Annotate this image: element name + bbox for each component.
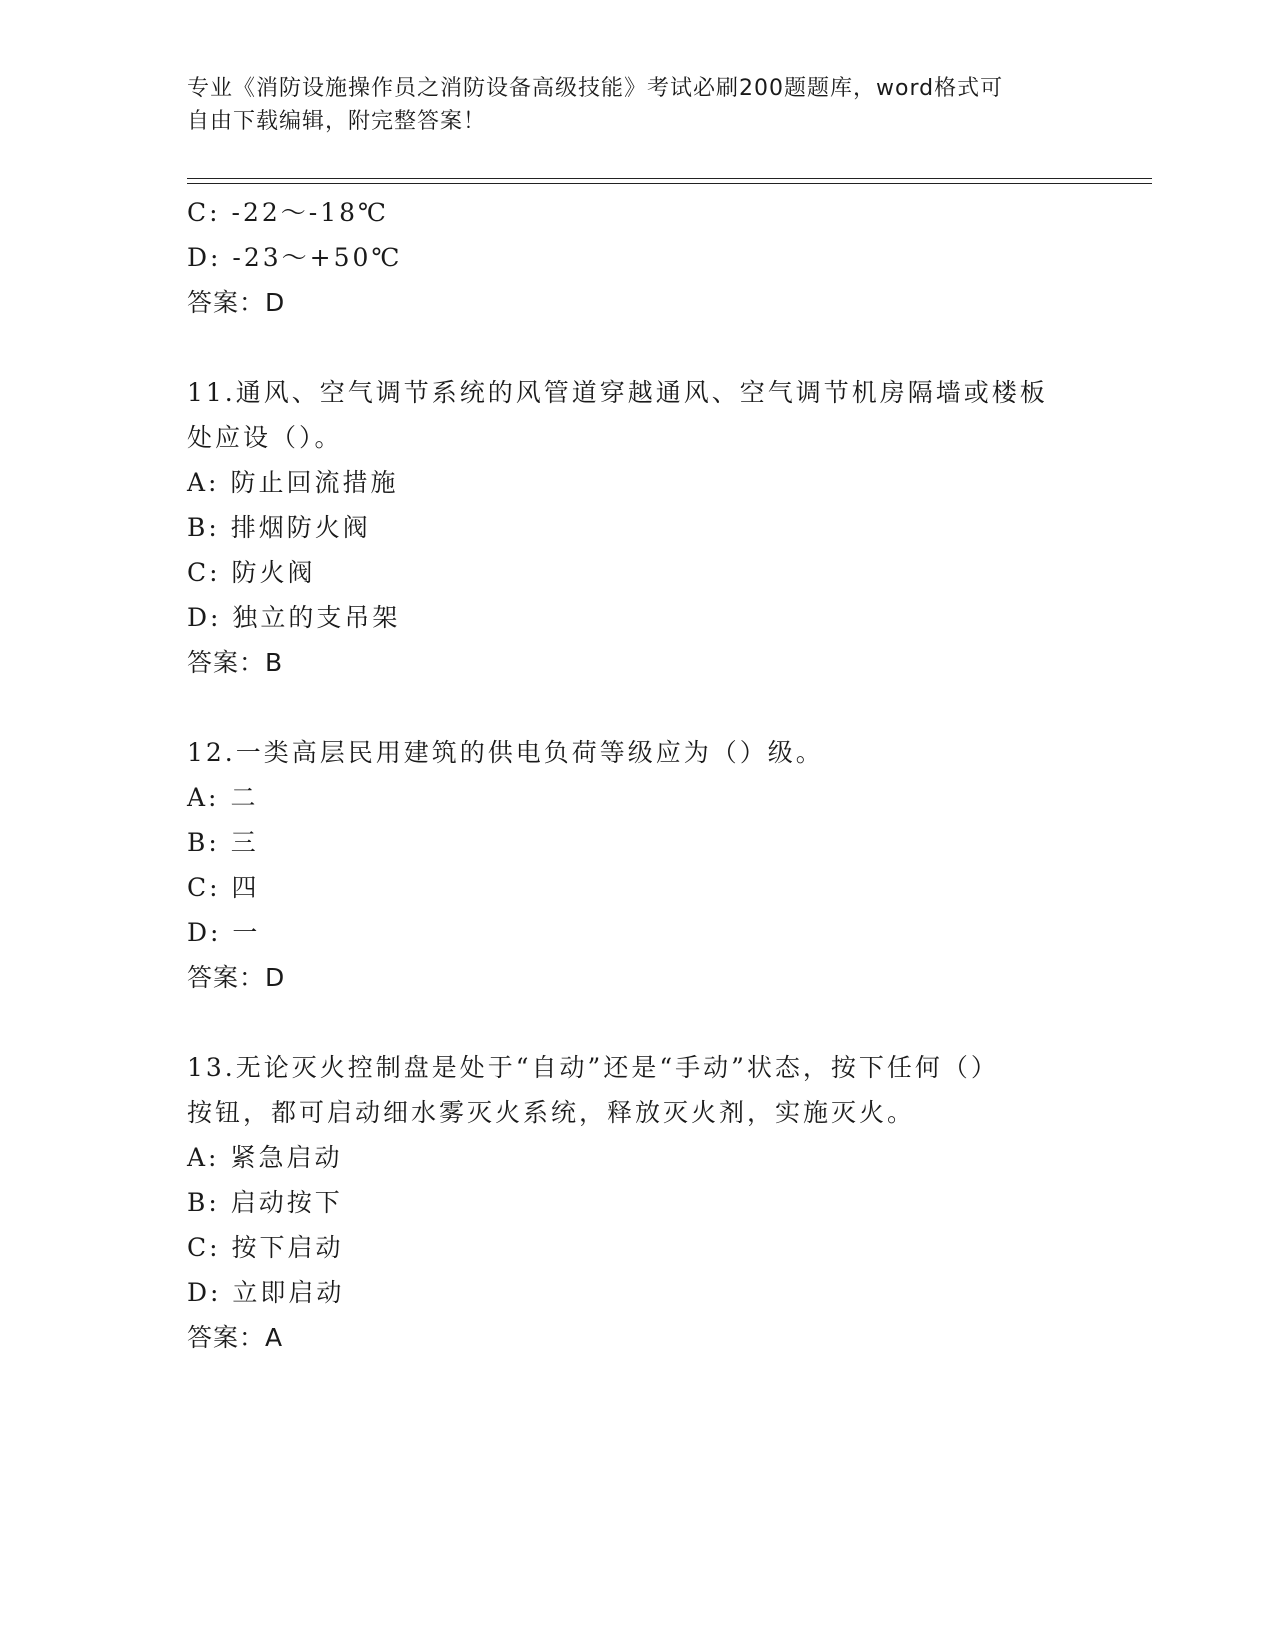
header-line-2: 自由下载编辑，附完整答案！ — [187, 109, 487, 134]
option-text: 启动按下 — [230, 1188, 343, 1217]
question-stem-line-1: 12.一类高层民用建筑的供电负荷等级应为（）级。 — [187, 738, 824, 767]
option-c — [187, 550, 1087, 595]
option-c — [187, 190, 1087, 235]
document-header — [187, 72, 1067, 138]
option-label: C: — [187, 873, 221, 902]
option-d — [187, 235, 1087, 280]
option-text: 四 — [231, 873, 260, 902]
option-label: B: — [187, 513, 220, 542]
option-label: D: — [187, 243, 222, 272]
option-text: 二 — [230, 783, 259, 812]
option-label: D: — [187, 918, 222, 947]
answer-line: 答案：D — [187, 963, 286, 992]
option-text: 紧急启动 — [230, 1143, 343, 1172]
question-stem-line-2: 按钮，都可启动细水雾灭火系统，释放灭火剂，实施灭火。 — [187, 1098, 916, 1127]
option-label: A: — [187, 783, 220, 812]
question-stem-line-1: 13.无论灭火控制盘是处于“自动”还是“手动”状态，按下任何（） — [187, 1053, 999, 1082]
header-line-1: 专业《消防设施操作员之消防设备高级技能》考试必刷200题题库，word格式可 — [187, 76, 1004, 101]
question-stem-line-1: 11.通风、空气调节系统的风管道穿越通风、空气调节机房隔墙或楼板 — [187, 378, 1048, 407]
option-text: -23～+50℃ — [232, 243, 403, 272]
option-label: B: — [187, 828, 220, 857]
question-13 — [187, 1045, 1087, 1360]
option-a — [187, 1135, 1087, 1180]
option-label: A: — [187, 468, 220, 497]
option-text: -22～-18℃ — [231, 198, 389, 227]
answer-line: 答案：D — [187, 288, 286, 317]
option-label: C: — [187, 558, 221, 587]
option-d — [187, 595, 1087, 640]
option-b — [187, 1180, 1087, 1225]
question-12 — [187, 730, 1087, 1000]
option-label: C: — [187, 198, 221, 227]
question-stem — [187, 1045, 1077, 1135]
option-d — [187, 1270, 1087, 1315]
question-carryover — [187, 190, 1087, 325]
option-a — [187, 460, 1087, 505]
question-stem-line-2: 处应设（）。 — [187, 423, 343, 452]
option-b — [187, 505, 1087, 550]
option-text: 立即启动 — [232, 1278, 345, 1307]
header-divider-top — [187, 178, 1152, 179]
header-divider-bottom — [187, 183, 1152, 184]
answer-line: 答案：B — [187, 648, 284, 677]
question-stem — [187, 730, 1077, 775]
option-d — [187, 910, 1087, 955]
question-11 — [187, 370, 1087, 685]
option-a — [187, 775, 1087, 820]
option-c — [187, 865, 1087, 910]
option-text: 防火阀 — [231, 558, 316, 587]
option-text: 防止回流措施 — [230, 468, 399, 497]
option-text: 排烟防火阀 — [230, 513, 371, 542]
option-c — [187, 1225, 1087, 1270]
document-body — [187, 190, 1087, 1360]
option-b — [187, 820, 1087, 865]
question-stem — [187, 370, 1077, 460]
option-label: A: — [187, 1143, 220, 1172]
option-label: C: — [187, 1233, 221, 1262]
option-text: 一 — [232, 918, 261, 947]
option-text: 三 — [230, 828, 259, 857]
option-label: D: — [187, 1278, 222, 1307]
option-label: D: — [187, 603, 222, 632]
option-text: 独立的支吊架 — [232, 603, 401, 632]
option-text: 按下启动 — [231, 1233, 344, 1262]
option-label: B: — [187, 1188, 220, 1217]
answer-line: 答案：A — [187, 1323, 284, 1352]
